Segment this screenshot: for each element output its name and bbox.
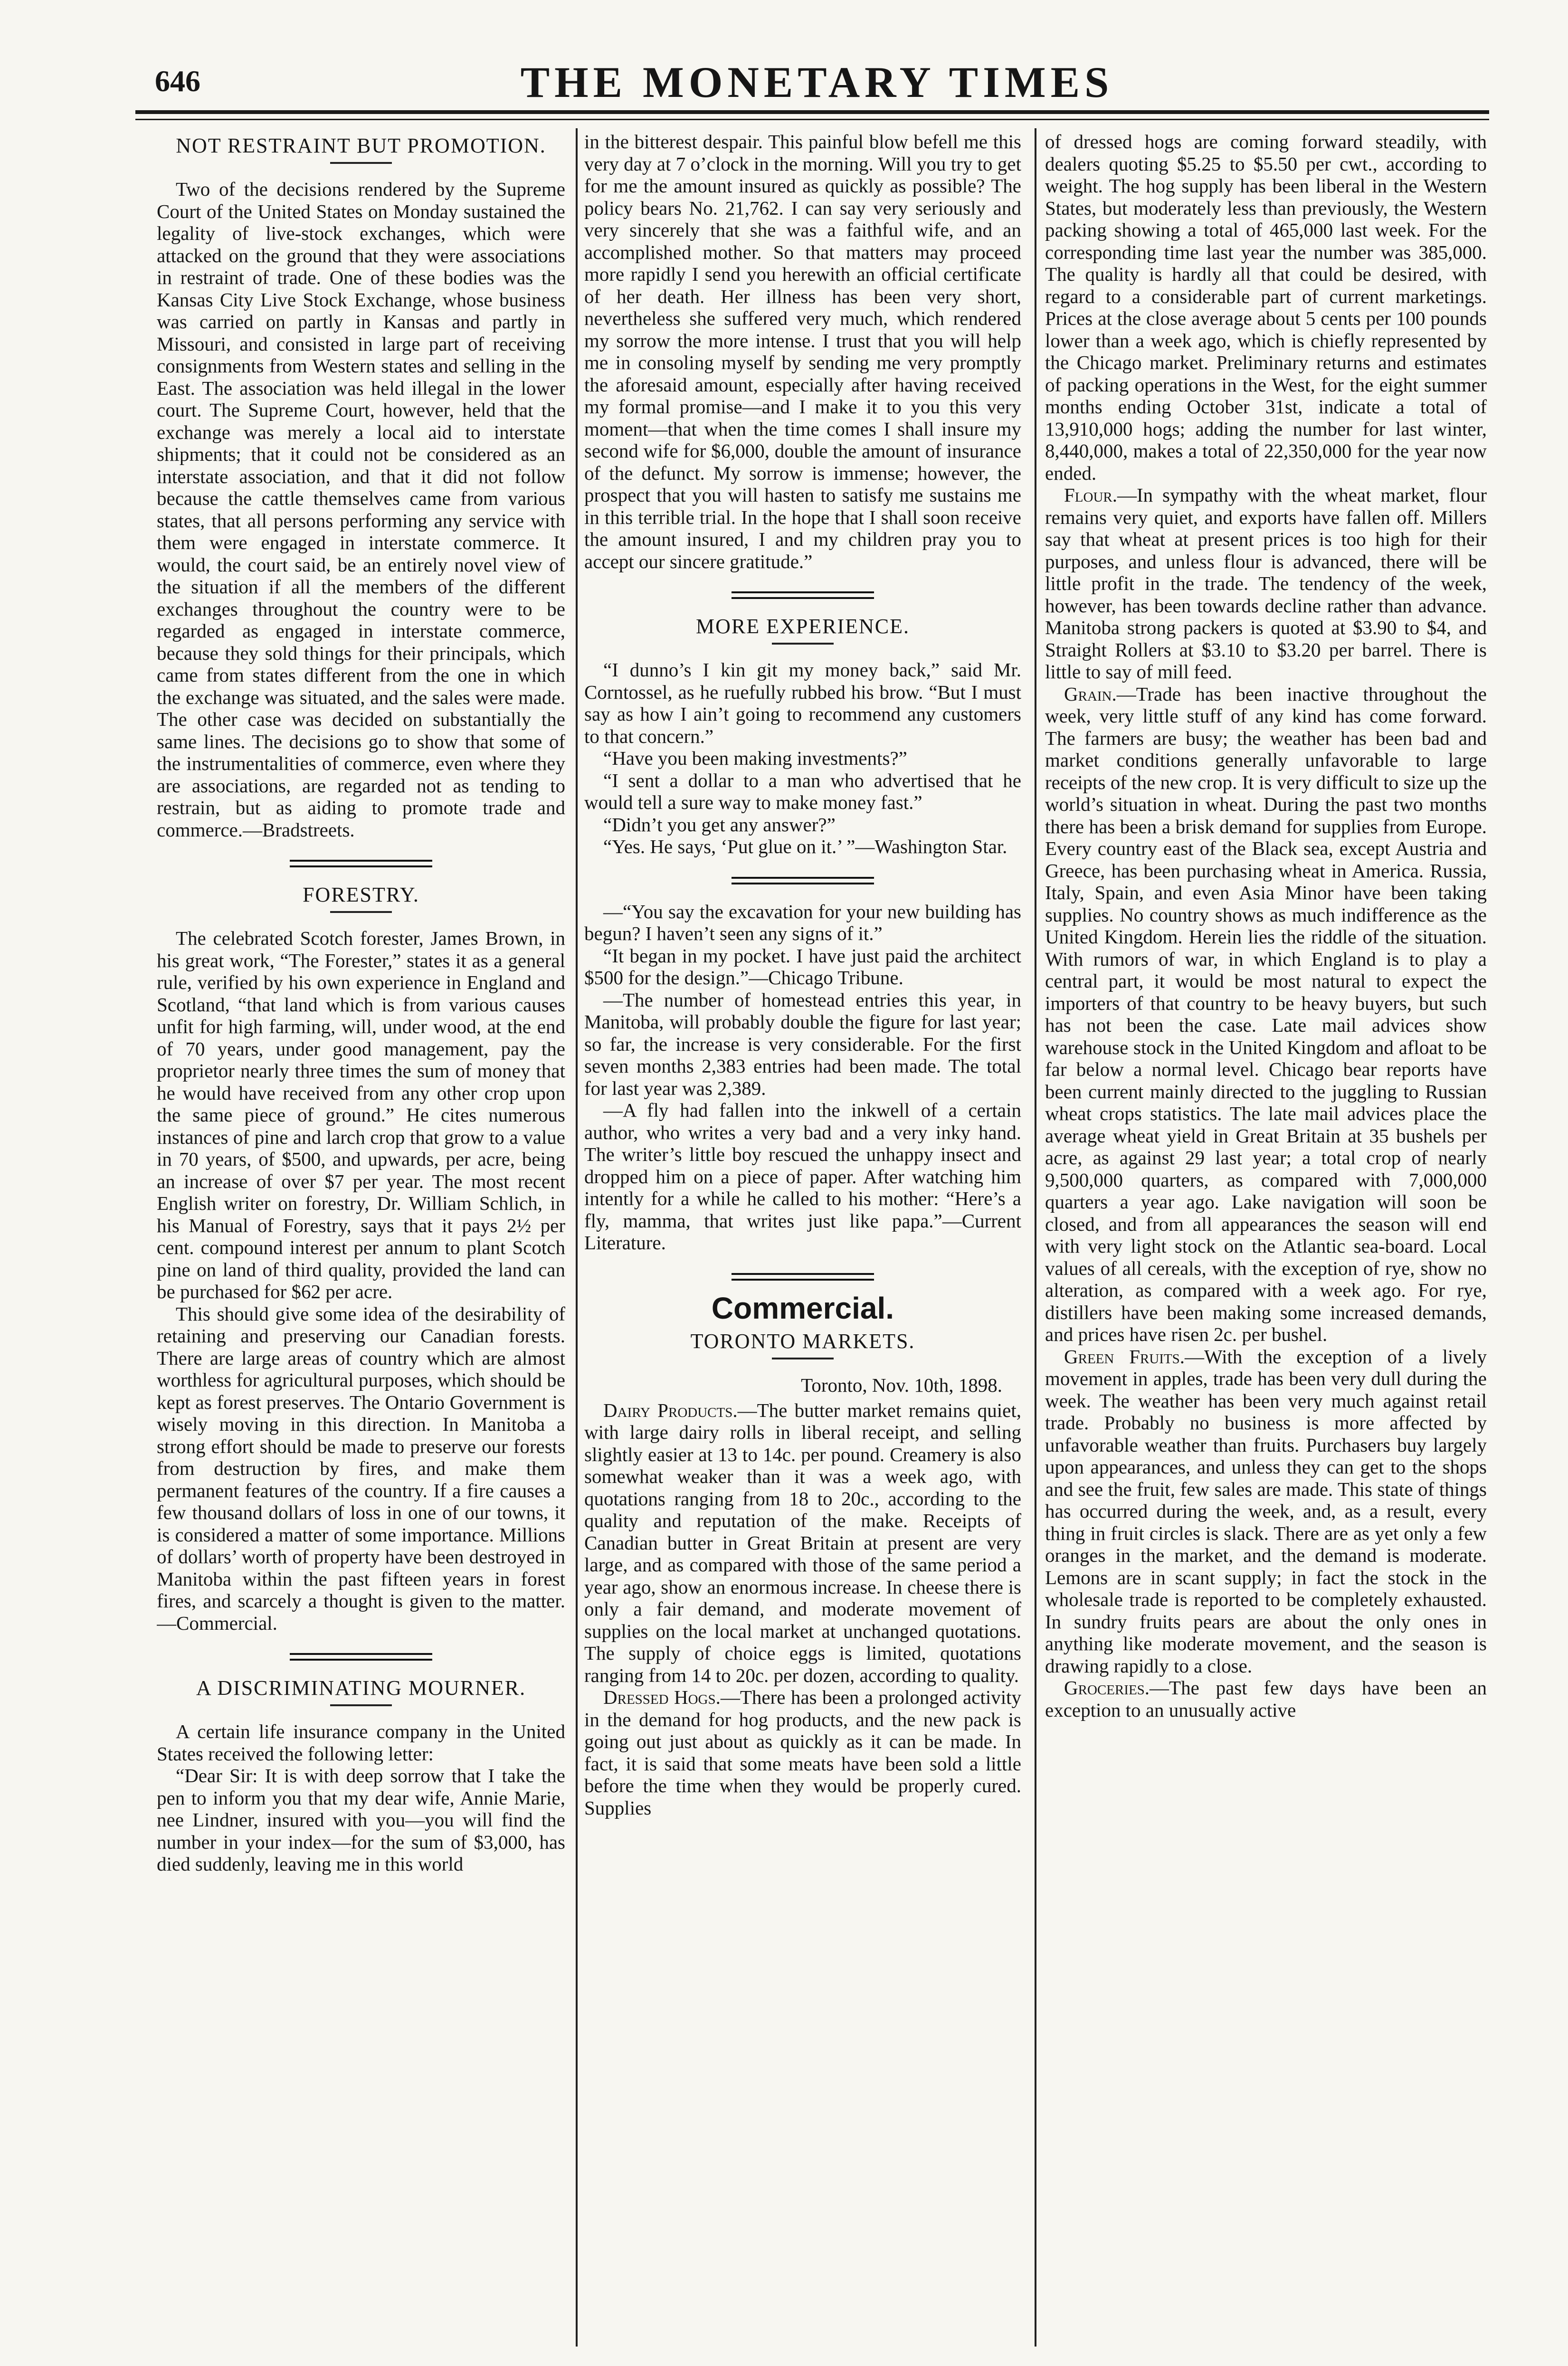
masthead-rule-top <box>135 110 1489 114</box>
masthead-rule-bottom <box>135 119 1489 120</box>
article-divider <box>290 1653 432 1661</box>
paragraph: —“You say the excavation for your new building has begun? I haven’t seen any signs of it.” <box>584 900 1021 944</box>
experience-line: “Didn’t you get any answer?” <box>603 813 836 836</box>
dateline: Toronto, Nov. 10th, 1898. <box>801 1374 1002 1396</box>
market-text: —The past few days have been an exception to an unusually active <box>1045 1677 1487 1721</box>
article-divider <box>732 1273 874 1281</box>
column-2 <box>584 131 1021 2344</box>
mourner-paragraph-1: A certain life insurance company in the United States received the following letter: <box>157 1720 565 1765</box>
article-divider <box>732 591 874 599</box>
market-dairy <box>584 1399 1021 1687</box>
column-divider-2 <box>1035 128 1036 2347</box>
market-green-fruits <box>1045 1346 1487 1677</box>
market-label: Green Fruits. <box>1064 1345 1185 1368</box>
experience-line: “Yes. He says, ‘Put glue on it.’ ”—Washington Star. <box>603 836 1007 857</box>
column-1 <box>157 131 565 2344</box>
paragraph: —The number of homestead entries this year, in Manitoba, will probably double the figure for last year; so far, the increase is very considerable. For the first seven months 2,383 entries had been made. The total for last year was 2,389. <box>584 988 1021 1099</box>
hogs-continued: of dressed hogs are coming forward steadily, with dealers quoting $5.25 to $5.50 per cwt., according to weight. The hog supply has been liberal in the Western States, but moderately less than previously, the Western packing showing a total of 465,000 last week. For the corresponding time last year the number was 385,000. The quality is hardly all that could be desired, with regard to a considerable part of current marketings. Prices at the close average about 5 cents per 100 pounds lower than a week ago, which is chiefly represented by the Chicago market. Preliminary returns and estimates of packing operations in the West, for the eight summer months ending October 31st, indicate a total of 13,910,000 hogs; adding the number for last winter, 8,440,000, makes a total of 22,350,000 for the year now ended. <box>1045 131 1487 484</box>
forestry-paragraph-2: This should give some idea of the desirability of retaining and preserving our Canadian forests. There are large areas of country which are almost worthless for agricultural purposes, which should be kept as forest preserves. The Ontario Government is wisely moving in this direction. In Manitoba a strong effort should be made to preserve our forests from destruction by fires, and make them permanent features of the country. If a fire causes a few thousand dollars of loss in one of our towns, it is considered a matter of some importance. Millions of dollars’ worth of property have been destroyed in Manitoba within the past fifteen years in forest fires, and scarcely a thought is given to the matter.—Commercial. <box>157 1302 565 1634</box>
article-title-more-experience: MORE EXPERIENCE. <box>696 615 910 638</box>
market-label: Grain. <box>1064 683 1117 705</box>
article-divider <box>290 860 432 867</box>
mourner-paragraph-2: “Dear Sir: It is with deep sorrow that I take the pen to inform you that my dear wife, Annie Marie, nee Lindner, insured with you—you will find the number in your index—for the sum of $3,000, has died suddenly, leaving me in this world <box>157 1765 565 1875</box>
market-text: —With the exception of a lively movement in apples, trade has been very dull during the week. The weather has been very much against retail trade. Probably no business is more affected by unfavorable weather than fruits. Purchasers buy largely upon appearances, and unless they can get to the shops and see the fruit, few sales are made. This state of things has occurred during the week, and, as a result, every thing in fruit circles is slack. There are as yet only a few oranges in the market, and the demand is moderate. Lemons are in scant supply; in fact the stock in the wholesale trade is reported to be completely exhausted. In sundry fruits pears are about the only ones in anything like moderate movement, and the season is drawing rapidly to a close. <box>1045 1345 1487 1677</box>
title-rule <box>772 1358 834 1359</box>
title-rule <box>330 162 392 164</box>
market-grain <box>1045 683 1487 1346</box>
title-rule <box>772 643 834 645</box>
article-divider <box>732 877 874 884</box>
article-title-forestry: FORESTRY. <box>303 883 419 906</box>
section-title-commercial: Commercial. <box>711 1291 894 1325</box>
title-rule <box>330 911 392 913</box>
market-label: Dairy Products. <box>603 1399 738 1421</box>
market-flour <box>1045 484 1487 683</box>
experience-line: “I sent a dollar to a man who advertised that he would tell a sure way to make money fast.” <box>584 769 1021 813</box>
paragraph: —A fly had fallen into the inkwell of a certain author, who writes a very bad and a very inky hand. The writer’s little boy rescued the unhappy insect and dropped him on a piece of paper. After watching him intently for a while he called to his mother: “Here’s a fly, mamma, that writes just like papa.”—Current Literature. <box>584 1099 1021 1254</box>
market-label: Dressed Hogs. <box>603 1686 721 1708</box>
column-3 <box>1045 131 1487 2344</box>
article-title-mourner: A DISCRIMINATING MOURNER. <box>196 1676 526 1700</box>
market-groceries <box>1045 1677 1487 1721</box>
article-title-not-restraint: NOT RESTRAINT BUT PROMOTION. <box>176 134 546 157</box>
paragraph: “It began in my pocket. I have just paid the architect $500 for the design.”—Chicago Tribune. <box>584 944 1021 988</box>
forestry-paragraph-1: The celebrated Scotch forester, James Brown, in his great work, “The Forester,” states it as a general rule, verified by his own experience in England and Scotland, “that land which is from various causes unfit for high farming, will, under wood, at the end of 70 years, under good management, pay the proprietor nearly three times the sum of money that he would have received from any other crop upon the same piece of ground.” He cites numerous instances of pine and larch crop that grow to a value in 70 years, of $500, and upwards, per acre, being an increase of over $7 per year. The most recent English writer on forestry, Dr. William Schlich, in his Manual of Forestry, says that it pays 2½ per cent. compound interest per annum to plant Scotch pine on land of third quality, provided the land can be purchased for $62 per acre. <box>157 927 565 1302</box>
market-text: —Trade has been inactive throughout the week, very little stuff of any kind has come forward. The farmers are busy; the weather has been bad and market conditions generally unfavorable to large receipts of the new crop. It is very difficult to size up the world’s situation in wheat. During the past two months there has been a brisk demand for supplies from Europe. Every country east of the Black sea, except Austria and Greece, has been purchasing wheat in America. Russia, Italy, Spain, and even Asia Minor have been taking supplies. No country shows as much indifference as the United Kingdom. Herein lies the riddle of the situation. With rumors of war, in which England is to play a central part, it would be most natural to expect the importers of that country to be heavy buyers, but such has not been the case. Late mail advices show warehouse stock in the United Kingdom and afloat to be far below a normal level. Chicago bear reports have been current mainly directed to the juggling to Russian wheat crops statistics. The late mail advices place the average wheat yield in Great Britain at 35 bushels per acre, as against 29 last year; a total crop of nearly 9,500,000 quarters, as compared with 7,000,000 quarters a year ago. Lake navigation will soon be closed, and from all appearances the season will end with very light stock on the Atlantic sea-board. Local values of all cereals, with the exception of rye, show no alteration, as compared with a week ago. For rye, distillers have been making some increased demands, and prices have risen 2c. per bushel. <box>1045 683 1487 1345</box>
page-number: 646 <box>155 64 200 98</box>
masthead <box>133 57 1501 143</box>
title-rule <box>330 1704 392 1706</box>
experience-line: “Have you been making investments?” <box>603 747 907 769</box>
article-body-not-restraint: Two of the decisions rendered by the Supreme Court of the United States on Monday sustained the legality of live-stock exchanges, which were attacked on the ground that they were associations in restraint of trade. One of these bodies was the Kansas City Live Stock Exchange, whose business was carried on partly in Kansas and partly in Missouri, and consisted in large part of receiving consignments from Western states and selling in the East. The association was held illegal in the lower court. The Supreme Court, however, held that the exchange was merely a local aid to interstate shipments; that it could not be considered as an interstate association, and that it did not follow because the cattle themselves came from various states, that all persons performing any service with them were engaged in interstate commerce. It would, the court said, be an entirely novel view of the situation if all the members of the different exchanges throughout the country were to be regarded as engaged in interstate commerce, because they sold things for their principals, which came from states different from the one in which the exchange was situated, and the sales were made. The other case was decided on substantially the same lines. The decisions go to show that some of the instrumentalities of commerce, even where they are associations, are regarded not as tending to restrain, but as aiding to promote trade and commerce.—Bradstreets. <box>157 178 565 841</box>
column-divider-1 <box>576 128 578 2347</box>
market-text: —In sympathy with the wheat market, flour remains very quiet, and exports have fallen off. Millers say that wheat at present prices is too high for their purposes, and unless flour is advanced, there will be little profit in the trade. The tendency of the week, however, has been towards decline rather than advance. Manitoba strong packers is quoted at $3.90 to $4, and Straight Rollers at $3.10 to $3.20 per barrel. There is little to say of mill feed. <box>1045 484 1487 683</box>
market-text: —There has been a prolonged activity in the demand for hog products, and the new pack is going out just about as quickly as it can be made. In fact, it is said that some meats have been sold a little before the time when they would be properly cured. Supplies <box>584 1686 1021 1819</box>
journal-title: THE MONETARY TIMES <box>520 58 1114 106</box>
article-title-toronto-markets: TORONTO MARKETS. <box>690 1329 915 1353</box>
market-label: Groceries. <box>1064 1677 1150 1699</box>
experience-line: “I dunno’s I kin git my money back,” said Mr. Corntossel, as he ruefully rubbed his brow. “But I must say as how I ain’t going to recommend any customers to that concern.” <box>584 659 1021 747</box>
mourner-letter-continued: in the bitterest despair. This painful blow befell me this very day at 7 o’clock in the morning. Will you try to get for me the amount insured as quickly as possible? The policy bears No. 21,762. I can say very seriously and very sincerely that she was a faithful wife, and an accomplished mother. So that matters may proceed more rapidly I send you herewith an official certificate of her death. Her illness has been very short, nevertheless she suffered very much, which rendered my sorrow the more intense. I trust that you will help me in consoling myself by sending me very promptly the aforesaid amount, especially after having received my formal promise—and I make it to you this very moment—that when the time comes I shall insure my second wife for $6,000, double the amount of insurance of the defunct. My sorrow is immense; however, the prospect that you will hasten to satisfy me sustains me in this terrible trial. In the hope that I shall soon receive the amount insured, I and my children pray you to accept our sincere gratitude.” <box>584 131 1021 572</box>
market-hogs <box>584 1686 1021 1819</box>
market-label: Flour. <box>1064 484 1117 506</box>
market-text: —The butter market remains quiet, with large dairy rolls in liberal receipt, and selling slightly easier at 13 to 14c. per pound. Creamery is also somewhat weaker than it was a week ago, with quotations ranging from 18 to 20c., according to the quality and reputation of the make. Receipts of Canadian butter in Great Britain at present are very large, and as compared with those of the same period a year ago, show an enormous increase. In cheese there is only a fair demand, and moderate movement of supplies on the local market at unchanged quotations. The supply of choice eggs is limited, quotations ranging from 14 to 20c. per dozen, according to quality. <box>584 1399 1021 1686</box>
